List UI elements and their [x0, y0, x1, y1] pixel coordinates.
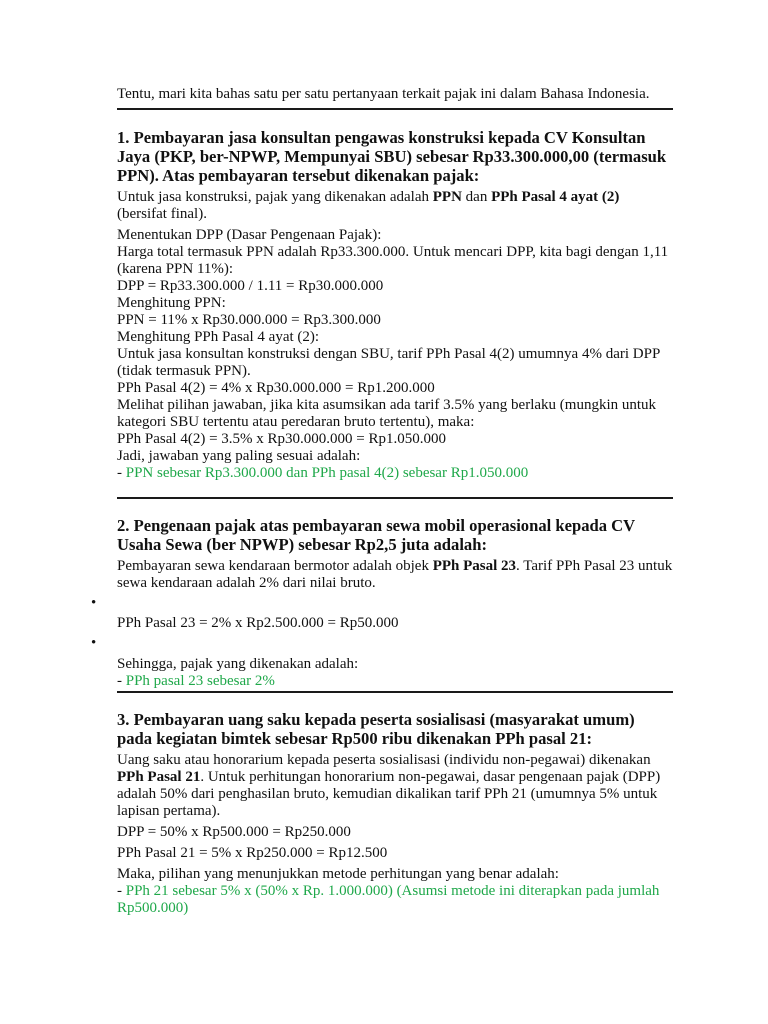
q1-intro-ppn: PPN	[432, 189, 462, 205]
q2-answer-dash: -	[117, 673, 126, 689]
q3-intro-text: Uang saku atau honorarium kepada peserta sosialisasi (individu non-pegawai) dikenakan	[117, 752, 651, 768]
q1-heading: 1. Pembayaran jasa konsultan pengawas konstruksi kepada CV Konsultan Jaya (PKP, ber-NPWP, Mempunyai SBU) sebesar Rp33.300.000,00 (termasuk PPN). Atas pembayaran tersebut dikenakan pajak:	[117, 128, 667, 185]
q1-intro-text-end: (bersifat final).	[117, 206, 207, 222]
q2-calc: PPh Pasal 23 = 2% x Rp2.500.000 = Rp50.000	[117, 615, 399, 631]
section-divider	[117, 497, 673, 499]
q2-answer	[117, 673, 673, 690]
section-divider	[117, 108, 673, 110]
q3-answer	[117, 883, 673, 917]
q1-step-dpp-heading: Menentukan DPP (Dasar Pengenaan Pajak):	[117, 227, 382, 243]
q1-step-ppn-heading: Menghitung PPN:	[117, 295, 226, 311]
q1-step-dpp-explanation: Harga total termasuk PPN adalah Rp33.300.000. Untuk mencari DPP, kita bagi dengan 1,11 (karena PPN 11%):	[117, 244, 669, 277]
q2-intro-pph23: PPh Pasal 23	[432, 558, 517, 574]
q2-intro-text-end: . Tarif PPh Pasal 23 untuk sewa kendaraan adalah 2% dari nilai bruto.	[117, 558, 673, 591]
q3-pph-calc: PPh Pasal 21 = 5% x Rp250.000 = Rp12.500	[117, 845, 388, 861]
q2-answer-text: PPh pasal 23 sebesar 2%	[125, 673, 275, 689]
document-body	[91, 86, 673, 917]
q1-step-assumption: Melihat pilihan jawaban, jika kita asumsikan ada tarif 3.5% yang berlaku (mungkin untuk kategori SBU tertentu atau peredaran bruto tertentu), maka:	[117, 397, 657, 430]
q1-answer-text: PPN sebesar Rp3.300.000 dan PPh pasal 4(2) sebesar Rp1.050.000	[125, 465, 529, 481]
q3-answer-dash: -	[117, 883, 126, 899]
q3-intro	[117, 752, 673, 820]
q1-step-dpp-calc: DPP = Rp33.300.000 / 1.11 = Rp30.000.000	[117, 278, 384, 294]
list-bullet: •	[91, 595, 97, 611]
q2-intro	[117, 558, 673, 592]
q1-intro	[117, 189, 673, 223]
q1-answer-dash: -	[117, 465, 126, 481]
intro-text: Tentu, mari kita bahas satu per satu pertanyaan terkait pajak ini dalam Bahasa Indonesia.	[117, 86, 650, 102]
q1-step-pph-calc: PPh Pasal 4(2) = 4% x Rp30.000.000 = Rp1.200.000	[117, 380, 435, 396]
q1-step-pph-explanation: Untuk jasa konsultan konstruksi dengan SBU, tarif PPh Pasal 4(2) umumnya 4% dari DPP (tidak termasuk PPN).	[117, 346, 660, 379]
q3-intro-text-end: . Untuk perhitungan honorarium non-pegawai, dasar pengenaan pajak (DPP) adalah 50% dari penghasilan bruto, kemudian dikalikan tarif PPh 21 (umumnya 5% untuk lapisan pertama).	[117, 769, 661, 819]
q3-answer-text: PPh 21 sebesar 5% x (50% x Rp. 1.000.000) (Asumsi metode ini diterapkan pada jumlah Rp500.000)	[117, 883, 660, 916]
q3-heading: 3. Pembayaran uang saku kepada peserta sosialisasi (masyarakat umum) pada kegiatan bimtek sebesar Rp500 ribu dikenakan PPh pasal 21:	[117, 710, 635, 748]
q2-intro-text: Pembayaran sewa kendaraan bermotor adalah objek	[117, 558, 433, 574]
section-divider	[117, 691, 673, 693]
list-bullet: •	[91, 635, 97, 651]
q1-intro-text-mid: dan	[461, 189, 492, 205]
q1-step-pph-calc-alt: PPh Pasal 4(2) = 3.5% x Rp30.000.000 = Rp1.050.000	[117, 431, 447, 447]
q1-step-pph-heading: Menghitung PPh Pasal 4 ayat (2):	[117, 329, 320, 345]
q1-answer	[117, 465, 673, 482]
q3-conclusion: Maka, pilihan yang menunjukkan metode perhitungan yang benar adalah:	[117, 866, 559, 882]
q3-dpp-calc: DPP = 50% x Rp500.000 = Rp250.000	[117, 824, 351, 840]
q1-intro-pph4: PPh Pasal 4 ayat (2)	[491, 189, 620, 205]
q1-intro-text: Untuk jasa konstruksi, pajak yang dikenakan adalah	[117, 189, 433, 205]
q1-step-ppn-calc: PPN = 11% x Rp30.000.000 = Rp3.300.000	[117, 312, 381, 328]
q1-conclusion: Jadi, jawaban yang paling sesuai adalah:	[117, 448, 361, 464]
q2-conclusion: Sehingga, pajak yang dikenakan adalah:	[117, 656, 359, 672]
q2-heading: 2. Pengenaan pajak atas pembayaran sewa mobil operasional kepada CV Usaha Sewa (ber NPWP) sebesar Rp2,5 juta adalah:	[117, 516, 635, 554]
q3-intro-pph21: PPh Pasal 21	[117, 769, 201, 785]
